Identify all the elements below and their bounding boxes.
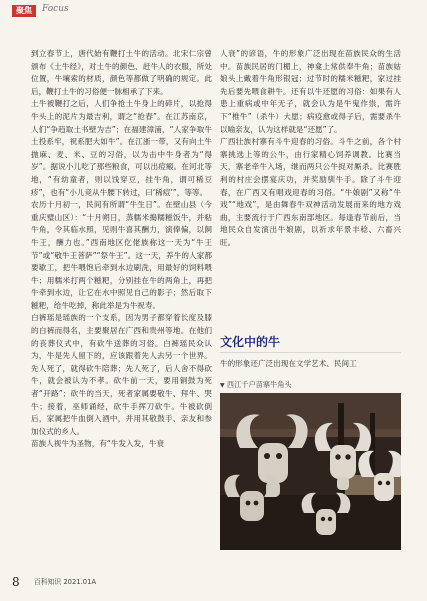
section-title: 文化中的牛 — [220, 335, 281, 349]
paragraph: 农历十月初一，民间有所谓“牛生日”。在壁山县（今重庆璧山区）：“十月朔日，蒸糯米搗糯糍饭牛，并粘牛角，令其临水照，见则牛喜其酬力，演俸偏，以飼牛王，酬力也。”西南地区仡佬族称这一天为“牛王节”或“敬牛王菩萨”“祭牛王”。这一天，养牛的人家都要歇工，把牛喂饱后牵到水边刷洗，用最好的饲料喂牛；用糯米打两个糍粑，分别挂在牛的两角上，再把牛牵到水边，让它在水中照见自己的影子；然后取下糍粑，给牛吃掉，称此举是为牛祝寿。 — [31, 200, 212, 310]
left-column — [31, 48, 212, 451]
section-tag: 聚焦 — [12, 5, 36, 17]
paragraph: 广西壮族村寨有斗牛迎春的习俗。斗牛之前，各个村寨挑选上等的公牛，由行家精心饲养调教。比赛当天，寨老牵牛入场，继而两只公牛捉对厮杀。比赛胜利的村庄会摆宴庆功，并奖励驯牛手。除了斗牛迎春，在广西又有唱戏迎春的习俗。“牛娘剧”又称“牛戏”“地戏”，是由舞春牛双神活动发展而来的地方戏曲，主要流行于广西东南部地区。每逢春节前后，当地民众自发演出牛娘剧，以祈求年景丰稔、六畜兴旺。 — [220, 137, 401, 247]
header-bar — [0, 0, 427, 22]
paragraph: 到立春节上，唐代始有鞭打土牛的活动。北宋仁宗曾颁布《土牛经》，对土牛的颜色、赶牛人的衣服，所处位置，牛壤索的材质，颜色等都做了明确的规定。此后，鞭打土牛的习俗便一脉相承了下来。 — [31, 49, 212, 96]
paragraph: 苗族人视牛为圣物，有“牛发入发，牛衰 — [31, 439, 165, 449]
section-tag-en: Focus — [42, 4, 69, 14]
caption-triangle-icon: ▼ — [220, 382, 225, 389]
section-intro: 牛的形象还广泛出现在文学艺术、民间工 — [220, 359, 357, 368]
paragraph: 人衰”的谚语，牛的形象广泛出现在苗族民众的生活中。苗族民居的门楣上，神龛上常供奉牛角；苗族姑娘头上戴着牛角形银冠；过节时的糯米糍粑，家过挂先后要先喂食耕牛。还有以牛还愿的习俗：如果有人患上重病或中年无子，就会认为是牛鬼作祟，需许下“椎牛”（杀牛）大愿；病疫愈或得子后，需要杀牛以喻亲友，认为这样就是“还愿”了。 — [220, 49, 401, 134]
right-column — [220, 48, 401, 250]
page-number: 8 — [12, 575, 20, 589]
caption-text: 西江千户苗寨牛角头 — [226, 380, 292, 389]
footer-text: 百科知识 2021.01A — [34, 578, 97, 586]
paragraph: 土牛被鞭打之后，人们争抢土牛身上的碎片，以抢得牛头上的泥片为最吉利，谓之“抢春”。在江苏南京，人们“争趋取土书壁为吉”；在福建漳浦，“人家争取牛土投系牢，祝系肥大如牛”。在江浙一带，又有向土牛抛麻、麦、米、豆的习俗，以为击中牛身者为“得岁”。据说小儿吃了那些粮食，可以出痘瘢。在河北等地，“有幼童者，则以饯穿豆，挂牛角，谓可稀豆疹”，也有“小儿竞从牛腰下转过，曰‘稀痘’”，等等。 — [31, 99, 212, 197]
photo-caption — [220, 380, 292, 390]
cattle-horn-photo — [220, 393, 401, 550]
section-divider — [220, 352, 401, 353]
paragraph: 白裤瑶是瑶族的一个支系，因为男子都穿着长度及膝的白裤而得名，主要聚居在广西和贵州等地。在他们的丧葬仪式中，有砍牛送葬的习俗。白裤瑶民众认为，牛是先人留下的，应该跟着先人去另一个世界。先人死了，就得砍牛陪葬；先人死了，后人舍不得砍牛，就会被认为不孝。砍牛前一天，要用铜鼓为死者“开路”；砍牛的当天，死者家属要敬牛、拜牛、哭牛；接着，巫师诵经，砍牛手挥刀砍牛。牛被砍倒后，家属把牛血倒入酒中，并用其敬鼓手、亲友和参加仪式的乡人。 — [31, 313, 212, 436]
